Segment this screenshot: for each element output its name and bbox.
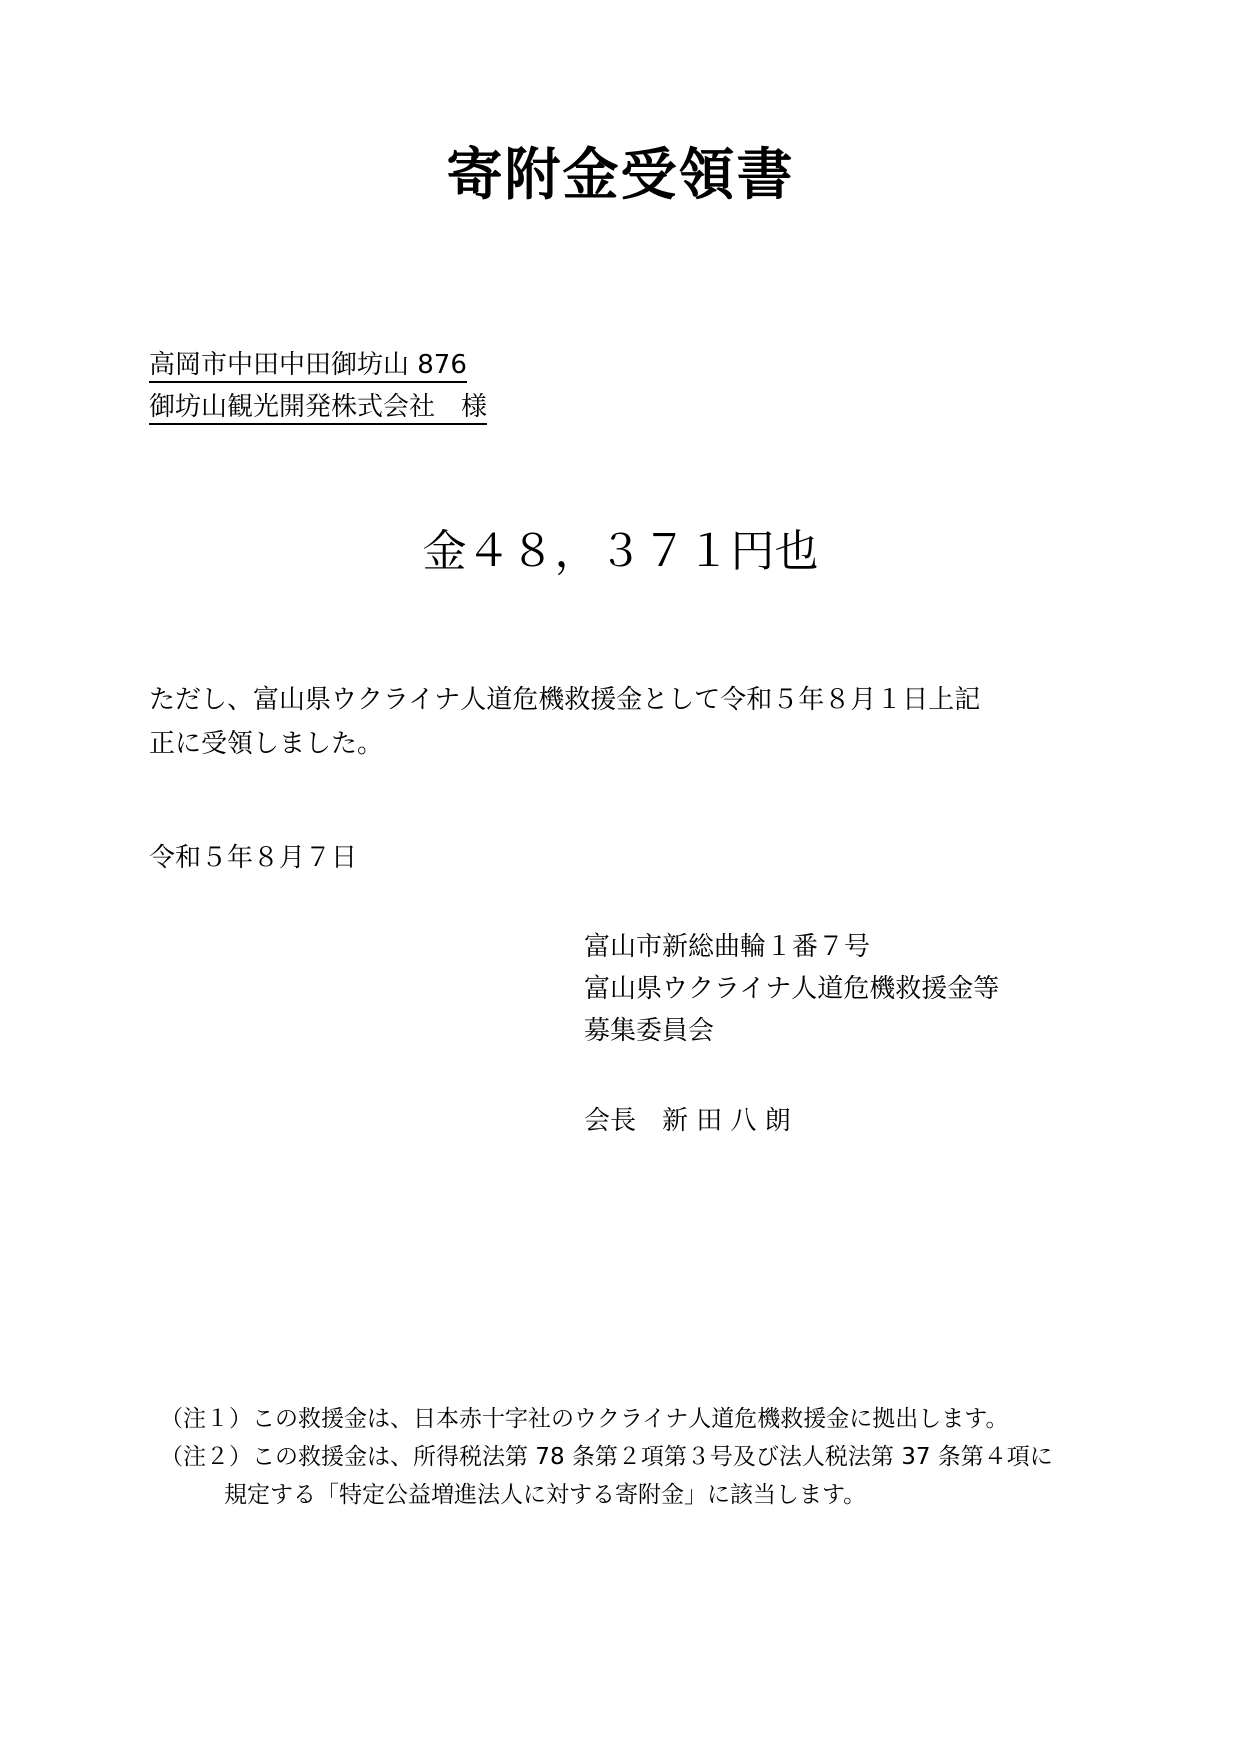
receipt-statement-line: ただし、富山県ウクライナ人道危機救援金として令和５年８月１日上記 [149, 685, 981, 715]
issuer-org-line: 募集委員会 [584, 1016, 715, 1046]
addressee-block [149, 352, 487, 436]
note-line: （注１）この救援金は、日本赤十字社のウクライナ人道危機救援金に拠出します。 [160, 1406, 1009, 1432]
issuer-block [584, 926, 999, 1052]
notes-block [160, 1400, 1053, 1514]
signer-name: 会長 新 田 八 朗 [584, 1106, 791, 1136]
receipt-statement [149, 678, 980, 766]
issuer-org-line: 富山県ウクライナ人道危機救援金等 [584, 974, 1000, 1004]
issue-date: 令和５年８月７日 [149, 843, 358, 873]
donation-amount: 金４８，３７１円也 [422, 526, 819, 577]
receipt-statement-line: 正に受領しました。 [149, 729, 384, 759]
issuer-address: 富山市新総曲輪１番７号 [584, 932, 871, 962]
note-line: 規定する「特定公益増進法人に対する寄附金」に該当します。 [224, 1482, 867, 1508]
addressee-address: 高岡市中田中田御坊山 876 [149, 352, 467, 383]
addressee-name: 御坊山観光開発株式会社 様 [149, 394, 487, 425]
note-line: （注２）この救援金は、所得税法第 78 条第２項第３号及び法人税法第 37 条第４項に [160, 1444, 1053, 1470]
document-title: 寄附金受領書 [446, 143, 795, 208]
